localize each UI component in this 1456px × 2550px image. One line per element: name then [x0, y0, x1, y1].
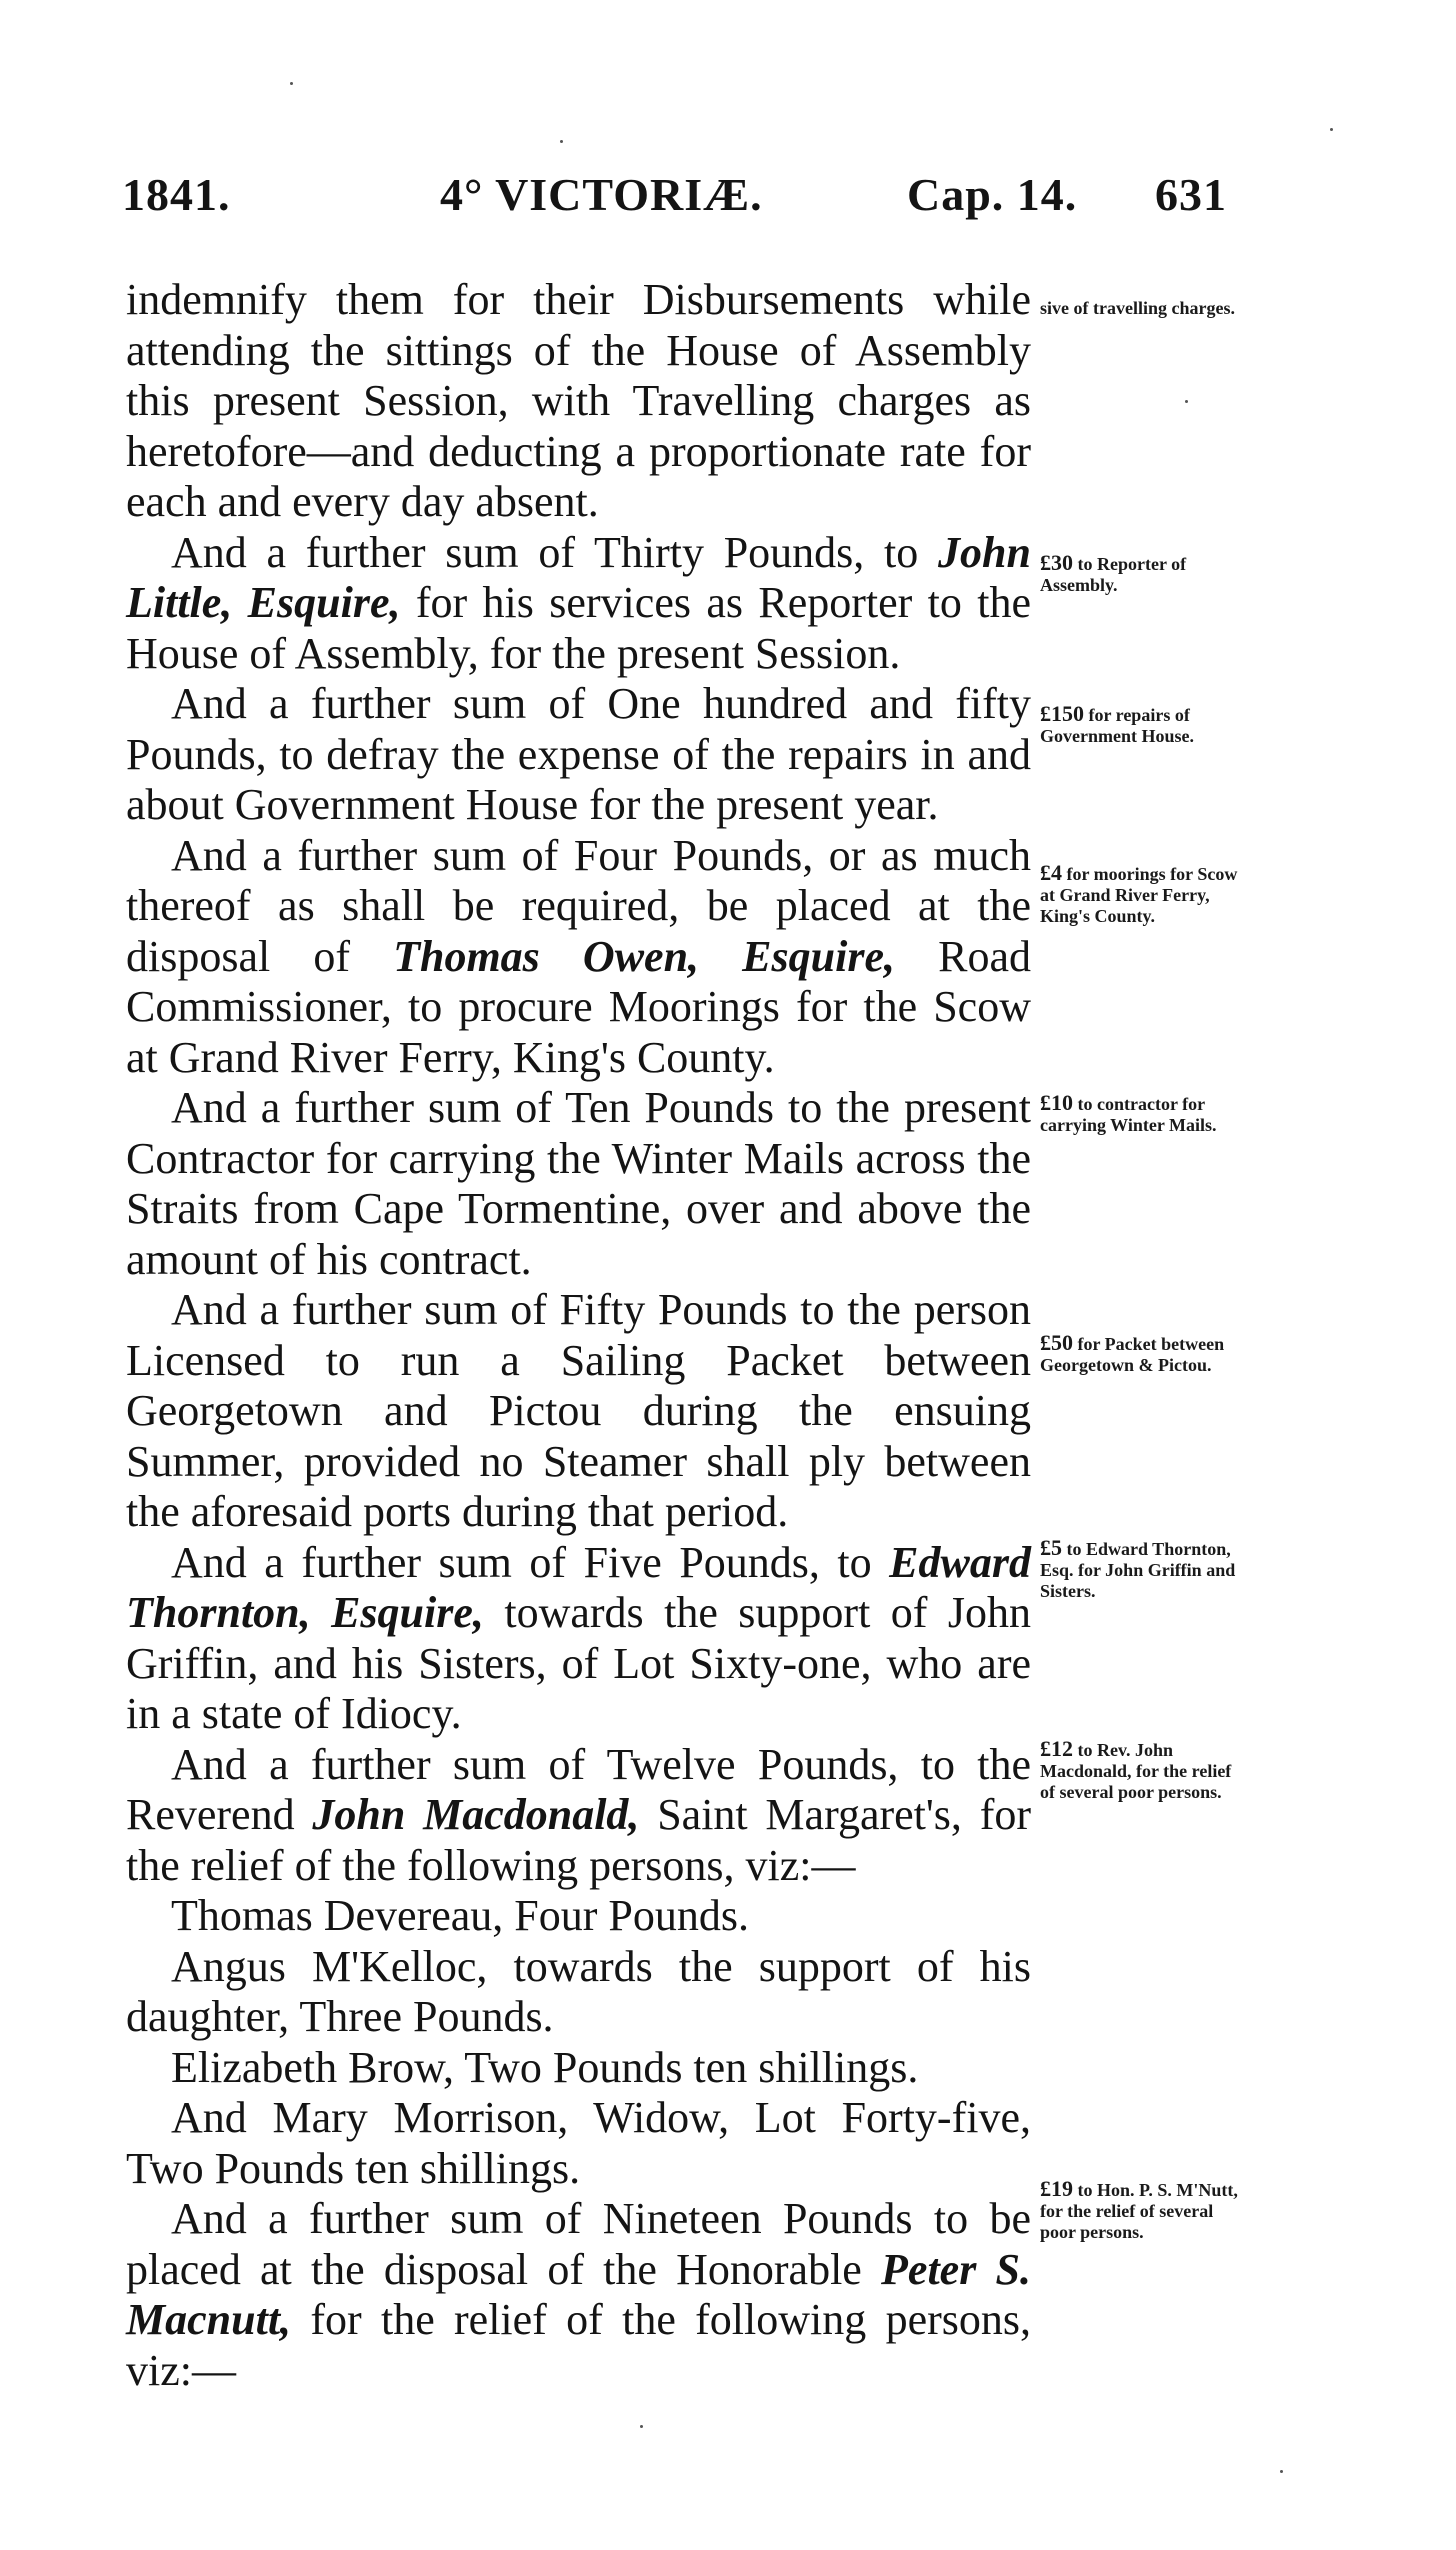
paragraph-text: And a further sum of Nineteen Pounds to be placed at the disposal of the Honorable	[126, 2194, 1031, 2294]
paragraph: And a further sum of Fifty Pounds to the person Licensed to run a Sailing Packet between Georgetown and Pictou during the ensuing Summer, provided no Steamer shall ply between the aforesaid ports during that period.	[126, 1285, 1031, 1536]
paragraph-text: And a further sum of Twelve Pounds, to the Reverend	[126, 1739, 1031, 1839]
margin-note-text: to Hon. P. S. M'Nutt, for the relief of several poor persons.	[1040, 2180, 1238, 2242]
list-item: And Mary Morrison, Widow, Lot Forty-five, Two Pounds ten shillings.	[126, 2093, 1031, 2193]
margin-note-amount: £50	[1040, 1330, 1073, 1355]
margin-note	[1040, 1537, 1245, 1602]
margin-note-text: for repairs of Government House.	[1040, 705, 1194, 746]
scan-speck	[290, 82, 293, 85]
margin-note-text: to Edward Thornton, Esq. for John Griffin and Sisters.	[1040, 1539, 1236, 1601]
margin-note-text: to contractor for carrying Winter Mails.	[1040, 1094, 1217, 1135]
margin-note-amount: £19	[1040, 2176, 1073, 2201]
person-name: Edward Thornton, Esquire,	[126, 1537, 1031, 1637]
paragraph	[126, 831, 1031, 1084]
header-chapter: Cap. 14.	[907, 169, 1078, 220]
margin-note	[1040, 862, 1245, 927]
margin-note-amount: £150	[1040, 701, 1084, 726]
header-reign: 4° VICTORIÆ.	[440, 169, 763, 220]
scan-speck	[1185, 400, 1188, 403]
margin-note-amount: £4	[1040, 860, 1062, 885]
paragraph	[126, 528, 1031, 680]
margin-note	[1040, 703, 1245, 747]
paragraph	[126, 1740, 1031, 1892]
paragraph: And a further sum of One hundred and fifty Pounds, to defray the expense of the repairs in and about Government House for the present year.	[126, 679, 1031, 829]
margin-note-text: sive of travelling charges.	[1040, 298, 1235, 318]
paragraph-text: towards the support of John Griffin, and his Sisters, of Lot Sixty-one, who are in a state of Idiocy.	[126, 1588, 1031, 1738]
person-name: John Macdonald,	[312, 1790, 640, 1839]
margin-note-amount: £5	[1040, 1535, 1062, 1560]
body-text	[126, 275, 1031, 2396]
scan-speck	[1280, 2470, 1283, 2473]
margin-note	[1040, 1738, 1245, 1803]
page-number: 631	[1155, 169, 1227, 220]
margin-note	[1040, 298, 1245, 319]
margin-note	[1040, 1332, 1245, 1376]
list-item: Elizabeth Brow, Two Pounds ten shillings.	[171, 2042, 919, 2092]
paragraph-text: for the relief of the following persons, viz:—	[126, 2295, 1031, 2395]
list-item: Thomas Devereau, Four Pounds.	[171, 1891, 750, 1940]
paragraph: indemnify them for their Disbursements while attending the sittings of the House of Assembly this present Session, with Travelling charges as heretofore—and deducting a proportionate rate for each and every day absent.	[126, 275, 1031, 526]
scan-speck	[1330, 128, 1333, 131]
running-header	[122, 168, 1227, 228]
person-name: John Little, Esquire,	[126, 527, 1031, 627]
paragraph-text: Saint Margaret's, for the relief of the following persons, viz:—	[126, 1790, 1032, 1890]
margin-note-text: for moorings for Scow at Grand River Ferry, King's County.	[1040, 864, 1238, 926]
paragraph-text: And a further sum of Five Pounds, to	[171, 1537, 890, 1587]
paragraph-text: And a further sum of Four Pounds, or as much thereof as shall be required, be placed at the disposal of	[126, 830, 1031, 981]
margin-note-amount: £10	[1040, 1090, 1073, 1115]
list-item: Angus M'Kelloc, towards the support of his daughter, Three Pounds.	[126, 1941, 1031, 2041]
paragraph-text: Road Commissioner, to procure Moorings for the Scow at Grand River Ferry, King's County.	[126, 931, 1031, 1082]
margin-note-text: for Packet between Georgetown & Pictou.	[1040, 1334, 1225, 1375]
margin-note-amount: £12	[1040, 1736, 1073, 1761]
margin-note	[1040, 552, 1245, 596]
person-name: Thomas Owen, Esquire,	[393, 931, 895, 981]
paragraph-text: And a further sum of Thirty Pounds, to	[171, 527, 939, 577]
scan-speck	[640, 2425, 643, 2428]
paragraph	[126, 2194, 1031, 2396]
person-name: Peter S. Macnutt,	[126, 2244, 1031, 2344]
paragraph	[126, 1538, 1031, 1740]
margin-note-text: to Rev. John Macdonald, for the relief of several poor persons.	[1040, 1740, 1232, 1802]
paragraph: And a further sum of Ten Pounds to the present Contractor for carrying the Winter Mails across the Straits from Cape Tormentine, over and above the amount of his contract.	[126, 1083, 1031, 1284]
margin-note-amount: £30	[1040, 550, 1073, 575]
margin-note-text: to Reporter of Assembly.	[1040, 554, 1187, 595]
scan-speck	[560, 140, 563, 143]
margin-note	[1040, 2178, 1245, 2243]
header-year: 1841.	[122, 169, 231, 220]
margin-note	[1040, 1092, 1245, 1136]
paragraph-text: for his services as Reporter to the House of Assembly, for the present Session.	[126, 578, 1031, 678]
